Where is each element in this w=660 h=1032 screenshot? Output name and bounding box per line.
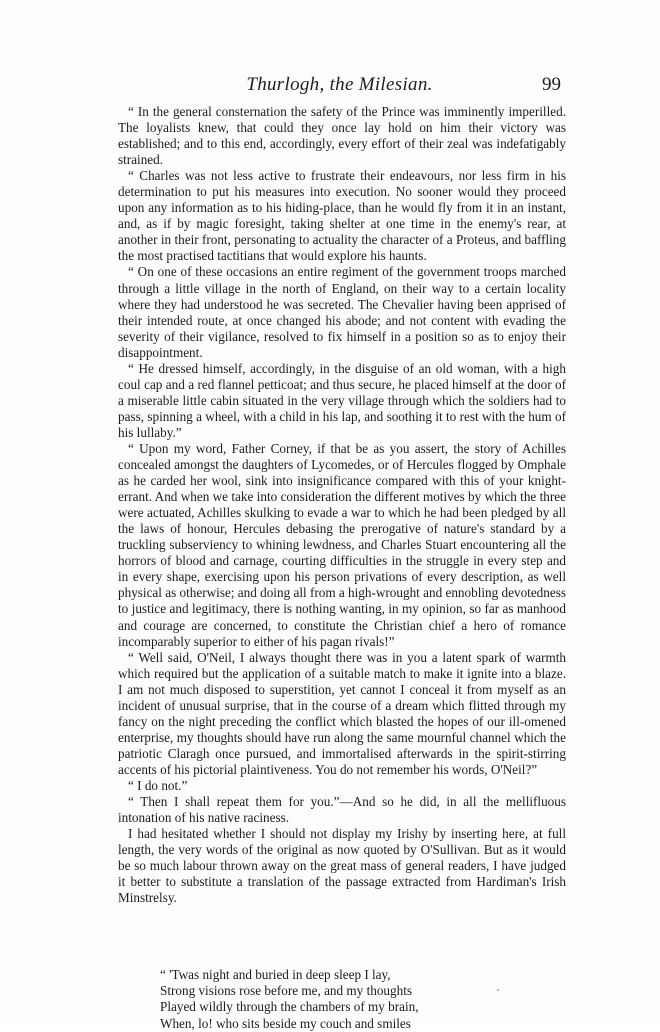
verse-line: “ 'Twas night and buried in deep sleep I lay, <box>160 967 391 982</box>
running-title: Thurlogh, the Milesian. <box>246 74 433 95</box>
verse-block <box>160 967 490 1032</box>
paragraph: “ Upon my word, Father Corney, if that be as you assert, the story of Achilles concealed amongst the daughters of Lycomedes, or of Hercules flogged by Omphale as he carded her wool, sink into insignificance compared with this of your knight-errant. And when we take into consideration the different motives by which the three were actuated, Achilles skulking to evade a war to which he had been pledged by all the laws of honour, Hercules debasing the prerogative of nature's standard by a truckling subserviency to whining lewdness, and Charles Stuart encountering all the horrors of blood and carnage, courting difficulties in the struggle in every step and in every shape, exercising upon his person privations of every description, as well physical as otherwise; and doing all from a high-wrought and ennobling devotedness to justice and legitimacy, there is nothing wanting, in my opinion, so far as manhood and courage are concerned, to constitute the Christian chief a hero of romance incomparably superior to either of his pagan rivals!” <box>118 440 566 649</box>
page-header <box>118 74 561 98</box>
paragraph: “ In the general consternation the safety of the Prince was imminently imperilled. The loyalists knew, that could they once lay hold on him their victory was established; and to this end, accordingly, every effort of their zeal was indefatigably strained. <box>118 104 566 168</box>
paragraph: “ I do not.” <box>128 777 188 793</box>
page-number: 99 <box>542 74 561 95</box>
body-text <box>118 104 566 906</box>
paragraph: “ Well said, O'Neil, I always thought there was in you a latent spark of warmth which required but the application of a suitable match to make it ignite into a blaze. I am not much disposed to superstition, yet cannot I conceal it from myself as an incident of unusual surprise, that in the course of a dream which flitted through my fancy on the night preceding the conflict which blasted the hopes of our ill-omened enterprise, my thoughts should have run along the same mournful channel which the patriotic Claragh once pursued, and immortalised afterwards in the spirit-stirring accents of his pictorial plaintiveness. You do not remember his words, O'Neil?” <box>118 649 566 777</box>
print-speck <box>497 989 499 991</box>
paragraph: I had hesitated whether I should not display my Irishy by inserting here, at full length, the very words of the original as now quoted by O'Sullivan. But as it would be so much labour thrown away on the great mass of general readers, I have judged it better to substitute a translation of the passage extracted from Hardiman's Irish Minstrelsy. <box>118 826 566 906</box>
verse-line: Played wildly through the chambers of my brain, <box>160 999 419 1015</box>
paragraph: “ Charles was not less active to frustrate their endeavours, nor less firm in his determination to put his measures into execution. No sooner would they proceed upon any information as to his hiding-place, than he would fly from it in an instant, and, as if by magic foresight, taking shelter at one time in the enemy's rear, at another in their front, personating to actuality the character of a Proteus, and baffling the most practised tactitians that would explore his haunts. <box>118 168 566 264</box>
paragraph: “ He dressed himself, accordingly, in the disguise of an old woman, with a high coul cap and a red flannel petticoat; and thus secure, he placed himself at the door of a miserable little cabin situated in the very village through which the soldiers had to pass, spinning a wheel, with a child in his lap, and soothing it to rest with the hum of his lullaby.” <box>118 360 566 440</box>
paragraph: “ Then I shall repeat them for you.”—And so he did, in all the mellifluous intonation of his native raciness. <box>118 794 566 826</box>
paragraph: “ On one of these occasions an entire regiment of the government troops marched through a little village in the north of England, on their way to a certain locality where they had understood he was secreted. The Chevalier having been apprised of their intended route, at once changed his abode; and not content with evading the severity of their vigilance, resolved to fix himself in a position so as to enjoy their disappointment. <box>118 264 566 360</box>
verse-line: When, lo! who sits beside my couch and smiles <box>160 1015 411 1031</box>
verse-line: Strong visions rose before me, and my thoughts <box>160 983 412 999</box>
